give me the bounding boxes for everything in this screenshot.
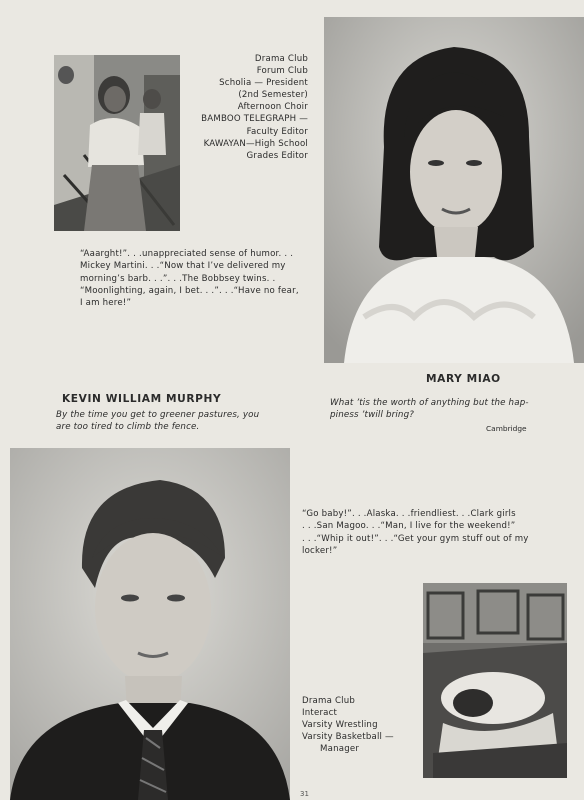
quote-line: . . .San Magoo. . .“Man, I live for the weekend!” bbox=[302, 521, 516, 532]
activity-item: Interact bbox=[302, 708, 338, 719]
attribution-mary: Cambridge bbox=[486, 424, 527, 433]
activity-item: (2nd Semester) bbox=[238, 90, 308, 101]
activity-item: Grades Editor bbox=[246, 150, 308, 161]
quote-line: . . .“Whip it out!”. . .“Get your gym stuff out of my bbox=[302, 533, 529, 544]
student-name-mary: MARY MIAO bbox=[426, 373, 501, 385]
activity-item: Varsity Wrestling bbox=[302, 720, 378, 731]
activity-item: Afternoon Choir bbox=[237, 102, 308, 113]
motto-line: What ’tis the worth of anything but the hap- bbox=[330, 398, 529, 408]
quote-line: morning’s barb. . .”. . .The Bobbsey twins. . bbox=[80, 273, 276, 284]
motto-line: are too tired to climb the fence. bbox=[56, 422, 200, 433]
motto-line: piness ’twill bring? bbox=[330, 410, 414, 421]
quote-line: “Aaarght!”. . .unappreciated sense of humor. . . bbox=[80, 249, 294, 259]
portrait-kevin-murphy bbox=[10, 448, 290, 800]
quote-block-top bbox=[80, 248, 320, 309]
candid-photo-top bbox=[54, 55, 180, 231]
candid-photo-bottom bbox=[423, 583, 567, 778]
page-number: 31 bbox=[300, 790, 309, 798]
motto-kevin bbox=[56, 409, 259, 434]
activity-item: BAMBOO TELEGRAPH — bbox=[201, 114, 308, 125]
quote-block-kevin bbox=[302, 508, 542, 557]
activity-item: Forum Club bbox=[256, 66, 308, 77]
activity-item: Scholia — President bbox=[219, 78, 308, 89]
activity-item: Drama Club bbox=[254, 54, 308, 64]
activity-item: Faculty Editor bbox=[246, 126, 308, 137]
activities-list-top bbox=[188, 53, 308, 162]
quote-line: locker!” bbox=[302, 545, 338, 556]
quote-line: Mickey Martini. . .“Now that I’ve delivered my bbox=[80, 261, 286, 272]
motto-line: By the time you get to greener pastures, you bbox=[56, 410, 260, 420]
activity-item: Manager bbox=[320, 744, 360, 755]
activity-item: Drama Club bbox=[302, 696, 356, 706]
activities-list-kevin bbox=[302, 695, 420, 755]
quote-line: I am here!” bbox=[80, 298, 132, 309]
activity-item: KAWAYAN—High School bbox=[203, 138, 308, 149]
motto-mary bbox=[330, 397, 529, 422]
portrait-mary-miao bbox=[324, 17, 584, 363]
quote-line: “Go baby!”. . .Alaska. . .friendliest. . .Clark girls bbox=[302, 509, 516, 519]
activity-item: Varsity Basketball — bbox=[302, 732, 394, 743]
student-name-kevin: KEVIN WILLIAM MURPHY bbox=[62, 393, 222, 405]
quote-line: “Moonlighting, again, I bet. . .”. . .“Have no fear, bbox=[80, 285, 299, 296]
